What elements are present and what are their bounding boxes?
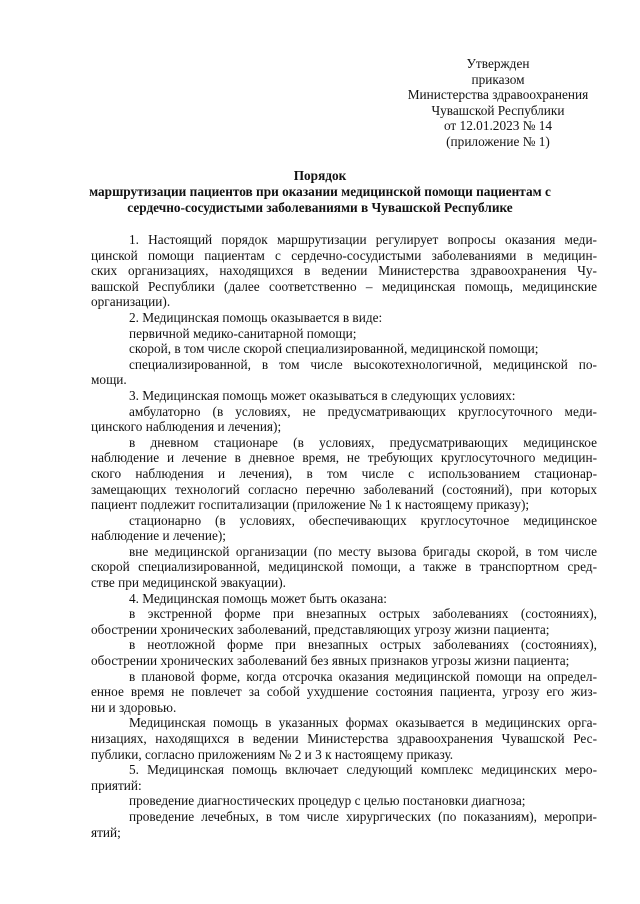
text-line: вашской Республики (далее соответственно – медицинская помощь, медицинские <box>91 278 597 294</box>
text-line: цинского наблюдения и лечения); <box>91 419 282 435</box>
title-line: маршрутизации пациентов при оказании медицинской помощи пациентам с <box>89 184 551 199</box>
text-line: 5. Медицинская помощь включает следующий комплекс медицинских меро- <box>129 762 597 778</box>
text-line: стве при медицинской эвакуации). <box>91 575 286 591</box>
text-line: вне медицинской организации (по месту вызова бригады скорой, в том числе <box>129 543 597 559</box>
text-line: ни и здоровью. <box>91 699 177 715</box>
text-line: проведение лечебных, в том числе хирургических (по показаниям), меропри- <box>129 808 597 824</box>
approval-line: (приложение № 1) <box>446 133 550 149</box>
text-line: первичной медико-санитарной помощи; <box>129 325 357 341</box>
approval-stamp <box>398 56 598 149</box>
text-line: организации). <box>91 294 171 310</box>
text-line: низациях, находящихся в ведении Министерства здравоохранения Чувашской Рес- <box>91 731 597 746</box>
text-line: скорой специализированной, медицинской помощи, а также в транспортном сред- <box>91 559 597 575</box>
text-line: ских организациях, находящихся в ведении Министерства здравоохранения Чу- <box>91 263 597 279</box>
approval-line: Утвержден <box>466 56 530 71</box>
text-line: 3. Медицинская помощь может оказываться в следующих условиях: <box>129 387 516 403</box>
document-title <box>40 168 600 216</box>
text-line: Медицинская помощь в указанных формах оказывается в медицинских орга- <box>129 715 597 731</box>
approval-line: Чувашской Республики <box>431 102 565 118</box>
text-line: замещающих технологий согласно перечню заболеваний (состояний), при которых <box>91 481 597 497</box>
text-line: скорой, в том числе скорой специализированной, медицинской помощи; <box>129 341 539 357</box>
text-line: наблюдение и лечение в дневное время, не требующих круглосуточного медицин- <box>91 450 597 466</box>
text-line: специализированной, в том числе высокотехнологичной, медицинской по- <box>129 356 597 372</box>
text-line: енное время не повлечет за собой ухудшение состояния пациента, угрозу его жиз- <box>91 684 597 700</box>
text-line: проведение диагностических процедур с целью постановки диагноза; <box>129 793 526 809</box>
approval-line: Министерства здравоохранения <box>407 87 589 102</box>
text-line: публики, согласно приложениям № 2 и 3 к настоящему приказу. <box>91 746 454 762</box>
text-line: мощи. <box>91 372 127 388</box>
text-line: стационарно (в условиях, обеспечивающих круглосуточное медицинское <box>129 512 597 528</box>
text-line: обострении хронических заболеваний без явных признаков угрозы жизни пациента; <box>91 653 570 669</box>
text-line: в экстренной форме при внезапных острых заболеваниях (состояниях), <box>129 606 597 622</box>
text-line: 2. Медицинская помощь оказывается в виде: <box>129 309 383 325</box>
text-line: приятий: <box>91 777 142 793</box>
text-line: пациент подлежит госпитализации (приложение № 1 к настоящему приказу); <box>91 497 530 513</box>
text-line: наблюдение и лечение); <box>91 528 226 544</box>
approval-line: приказом <box>471 71 525 87</box>
text-line: 1. Настоящий порядок маршрутизации регулирует вопросы оказания меди- <box>129 232 597 247</box>
title-line: сердечно-сосудистыми заболеваниями в Чувашской Республике <box>127 200 513 215</box>
title-line: Порядок <box>293 168 347 183</box>
approval-line: от 12.01.2023 № 14 <box>443 118 553 133</box>
text-line: 4. Медицинская помощь может быть оказана: <box>129 590 387 606</box>
text-line: ятий; <box>91 824 121 840</box>
text-line: в неотложной форме при внезапных острых заболеваниях (состояниях), <box>129 637 597 653</box>
text-line: обострении хронических заболеваний, представляющих угрозу жизни пациента; <box>91 621 550 637</box>
document-body <box>91 232 597 840</box>
text-line: в дневном стационаре (в условиях, предусматривающих медицинское <box>129 434 597 450</box>
text-line: ского наблюдения и лечения), в том числе с использованием стационар- <box>91 465 597 481</box>
text-line: амбулаторно (в условиях, не предусматривающих круглосуточного меди- <box>129 403 597 419</box>
text-line: в плановой форме, когда отсрочка оказания медицинской помощи на определ- <box>129 668 597 684</box>
text-line: цинской помощи пациентам с сердечно-сосудистыми заболеваниями в медицин- <box>91 247 597 263</box>
